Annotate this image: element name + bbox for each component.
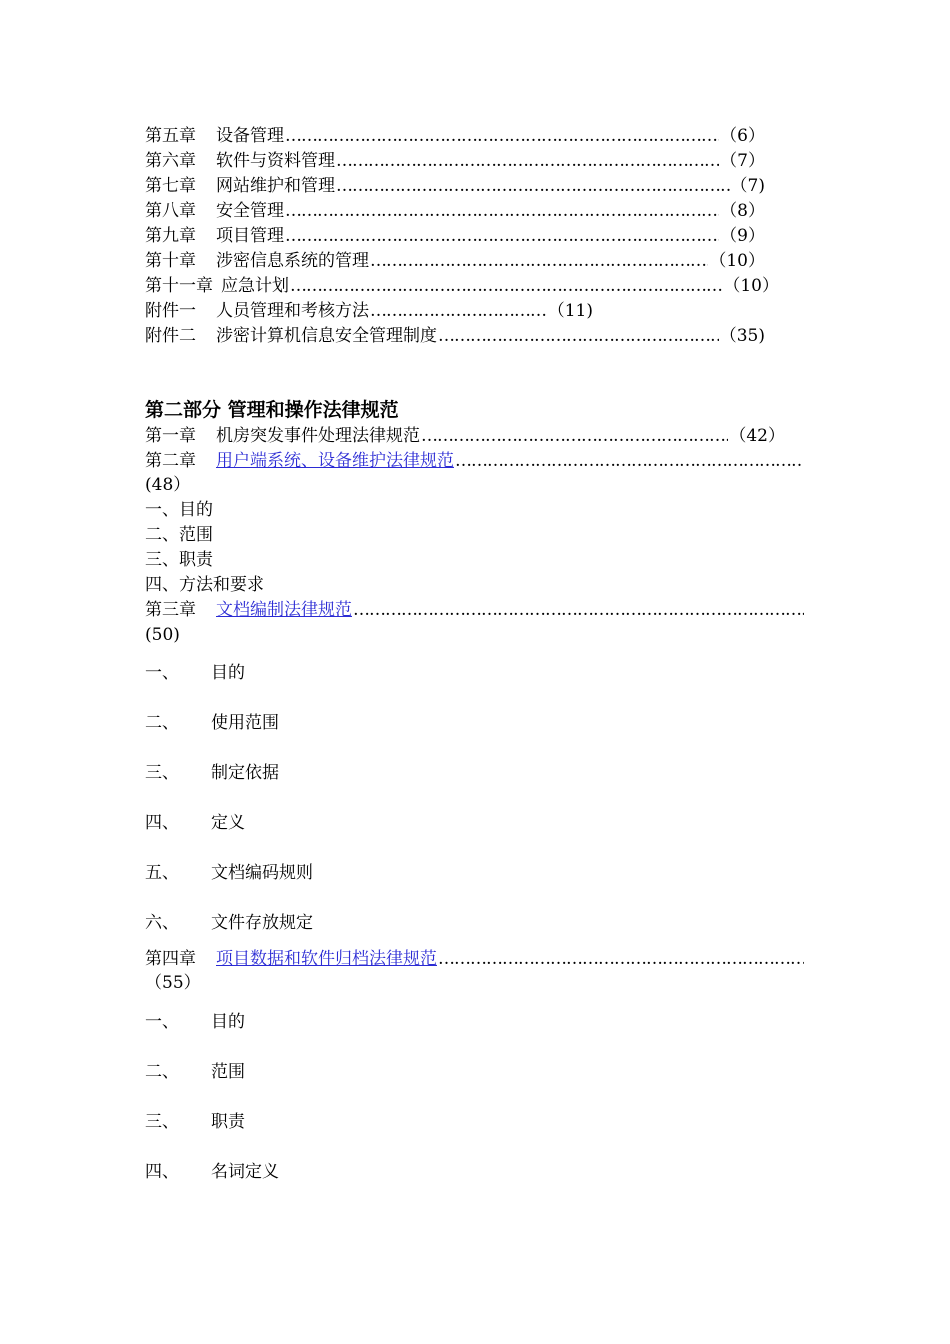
toc-page: （10） (709, 251, 765, 271)
toc-entry[interactable] (145, 300, 593, 322)
toc-entry[interactable] (145, 225, 765, 247)
toc-title: 项目管理 (216, 226, 284, 246)
toc-chapter: 第十一章 (145, 276, 213, 296)
list-item (145, 862, 313, 884)
toc-leader (353, 599, 804, 621)
toc-chapter: 第一章 (145, 426, 196, 446)
toc-page: (50) (145, 625, 180, 645)
toc-chapter: 第八章 (145, 201, 196, 221)
toc-page: （11) (547, 301, 593, 321)
toc-entry[interactable] (145, 450, 805, 472)
list-item (145, 1111, 245, 1133)
toc-chapter: 附件一 (145, 301, 196, 321)
toc-page: （42） (729, 426, 785, 446)
item-text: 使用范围 (211, 713, 279, 733)
toc-entry[interactable] (145, 150, 765, 172)
toc-chapter: 第六章 (145, 151, 196, 171)
toc-leader (370, 250, 708, 272)
item-number: 三、 (145, 1112, 179, 1132)
toc-entry[interactable] (145, 325, 765, 347)
item-text: 文件存放规定 (211, 913, 313, 933)
part2-heading: 第二部分 管理和操作法律规范 (145, 399, 399, 421)
item-number: 六、 (145, 913, 179, 933)
item-text: 目的 (211, 1012, 245, 1032)
toc-title: 设备管理 (216, 126, 284, 146)
toc-entry[interactable] (145, 599, 805, 621)
list-item (145, 1061, 245, 1083)
toc-page: （55） (145, 973, 201, 993)
item-text: 名词定义 (211, 1162, 279, 1182)
toc-entry[interactable] (145, 125, 765, 147)
toc-leader (336, 150, 719, 172)
toc-leader (438, 325, 719, 347)
item-number: 二、 (145, 1062, 179, 1082)
list-item: 四、方法和要求 (145, 575, 264, 595)
toc-leader (438, 948, 804, 970)
toc-page: （6） (720, 126, 765, 146)
toc-chapter: 第五章 (145, 126, 196, 146)
toc-page: （7) (730, 176, 765, 196)
toc-page: （7） (720, 151, 765, 171)
toc-title: 安全管理 (216, 201, 284, 221)
toc-chapter: 第七章 (145, 176, 196, 196)
item-text: 制定依据 (211, 763, 279, 783)
list-item (145, 762, 279, 784)
toc-title: 网站维护和管理 (216, 176, 335, 196)
toc-leader (455, 450, 804, 472)
toc-entry[interactable] (145, 175, 765, 197)
list-item (145, 812, 245, 834)
toc-leader (336, 175, 730, 197)
list-item: 一、目的 (145, 500, 213, 520)
item-number: 二、 (145, 713, 179, 733)
toc-leader (421, 425, 728, 447)
toc-title-link[interactable]: 项目数据和软件归档法律规范 (216, 949, 437, 969)
list-item: 三、职责 (145, 550, 213, 570)
toc-entry[interactable] (145, 948, 805, 970)
toc-page: （9） (720, 226, 765, 246)
item-text: 定义 (211, 813, 245, 833)
toc-page: （8） (720, 201, 765, 221)
list-item (145, 1161, 279, 1183)
item-text: 文档编码规则 (211, 863, 313, 883)
toc-leader (285, 225, 719, 247)
list-item (145, 712, 279, 734)
toc-title-link[interactable]: 文档编制法律规范 (216, 600, 352, 620)
item-number: 四、 (145, 813, 179, 833)
toc-entry[interactable] (145, 425, 785, 447)
item-number: 一、 (145, 1012, 179, 1032)
list-item (145, 662, 245, 684)
toc-chapter: 第二章 (145, 451, 196, 471)
item-number: 四、 (145, 1162, 179, 1182)
list-item (145, 1011, 245, 1033)
item-text: 范围 (211, 1062, 245, 1082)
toc-chapter: 第三章 (145, 600, 196, 620)
toc-chapter: 第九章 (145, 226, 196, 246)
toc-title: 应急计划 (221, 276, 289, 296)
toc-leader (285, 200, 719, 222)
item-number: 三、 (145, 763, 179, 783)
toc-page: （35) (719, 326, 765, 346)
item-number: 五、 (145, 863, 179, 883)
toc-title: 涉密信息系统的管理 (216, 251, 369, 271)
toc-leader (285, 125, 719, 147)
toc-title: 机房突发事件处理法律规范 (216, 426, 420, 446)
list-item (145, 912, 313, 934)
toc-title: 人员管理和考核方法 (216, 301, 369, 321)
toc-chapter: 附件二 (145, 326, 196, 346)
item-text: 职责 (211, 1112, 245, 1132)
toc-entry[interactable] (145, 275, 779, 297)
toc-chapter: 第十章 (145, 251, 196, 271)
toc-page: （10） (723, 276, 779, 296)
toc-entry[interactable] (145, 250, 765, 272)
toc-leader (290, 275, 722, 297)
toc-title: 软件与资料管理 (216, 151, 335, 171)
toc-entry[interactable] (145, 200, 765, 222)
toc-title-link[interactable]: 用户端系统、设备维护法律规范 (216, 451, 454, 471)
toc-page: (48） (145, 475, 191, 495)
toc-title: 涉密计算机信息安全管理制度 (216, 326, 437, 346)
toc-leader (370, 300, 547, 322)
item-text: 目的 (211, 663, 245, 683)
toc-chapter: 第四章 (145, 949, 196, 969)
item-number: 一、 (145, 663, 179, 683)
list-item: 二、范围 (145, 525, 213, 545)
